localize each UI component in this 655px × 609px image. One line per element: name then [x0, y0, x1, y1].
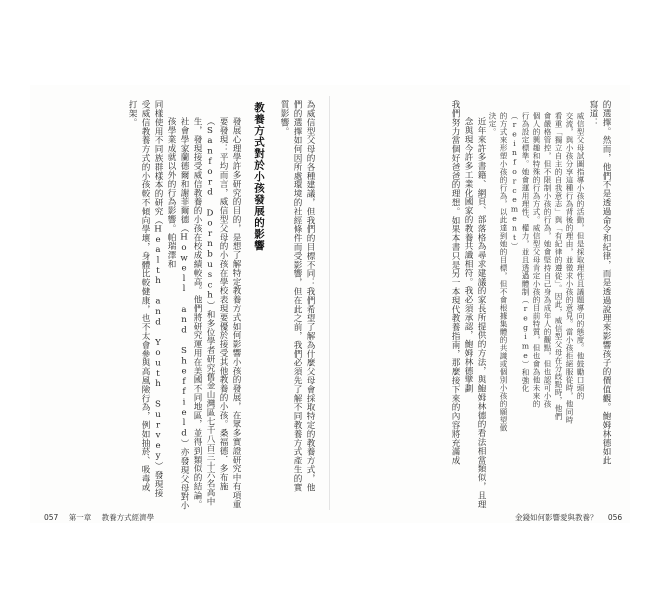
right-page — [340, 100, 612, 509]
right-body-para-2: 近年來許多書籍、網頁、部落格為尋求建議的家長所提供的方法，與鮑姆林德的看法相當類似，且理念與現今許多工業化國家的教養共識相符。我必須承認，鮑姆林德擘劃 — [463, 117, 486, 509]
quote-line: 決定。 — [488, 112, 497, 136]
section-heading: 教養方式對於小孩發展的影響 — [253, 102, 265, 252]
quote-line: 會嚴格管控，但不限制小孩的行為，她會堅持自己身為成年人的觀點，但也認可小孩 — [543, 112, 552, 408]
book-gutter — [329, 96, 330, 510]
left-top-paragraph: 為威信型父母的各種建議，但我們的目標不同：我們希望了解為什麼父母會採取特定的教養方式，他們的選擇如何因所處環境的社經條件而受影響，但在此之前，我們必須先了解不同教養方式產生的實質影響。 — [279, 100, 315, 492]
right-page-number: 056 — [607, 513, 623, 522]
quote-line: 個人的興趣和特殊的行為方式。威信型父母肯定小孩的目前特質，但也會為他未來的 — [532, 112, 541, 408]
right-body-para-1: 的選擇。然而，他們不是透過命令和紀律，而是透過說理來影響孩子的價值觀。鮑姆林德如此 — [601, 100, 611, 465]
right-intro-line: 寫道： — [588, 100, 598, 127]
left-body-para-1: 發展心理學許多研究的目的，是想了解特定教養方式如何影響小孩的發展，在眾多實證研究中有項重要發現：平均而言，威信型父母的小孩在學校表現要優於接受其他教養的小孩。桑福德．多布施（Sanford Dornbusch）和多位學者研究舊金山灣區七千八百三十六名高中生，發現接受威信教養的小孩在校成績較高。他們將研究運用在美國不同地區，並得到類似的結論。社會學家蘭德爾和謝菲爾德（Howell and Sheffield）亦發現父母對小孩學業成就以外的行為影響。帕瑞澤和 — [166, 117, 241, 510]
left-running-title: 教養方式經濟學 — [101, 513, 155, 522]
left-footer — [44, 512, 162, 523]
quote-line: 行為設定標準。她會運用理性、權力，並且透過體制（regime）和強化（reinforcement） — [510, 112, 530, 393]
quote-line: 的方式來形塑小孩的行為，以此達到她的目標，但不會根據集體的共識或個別小孩的願望做 — [499, 112, 508, 432]
quote-line: 看重「獨立自主的自我意志」與「有紀律的遵從」。因此，威信型父母在分歧點時，他們 — [554, 112, 563, 421]
right-running-title: 金錢如何影響愛與教養？ — [515, 513, 598, 522]
left-chapter-label: 第一章 — [68, 513, 92, 522]
left-page — [44, 100, 316, 510]
quote-line: 威信型父母試圖指導小孩的活動，但是採取理性且議題導向的態度。他鼓勵口頭的 — [576, 112, 585, 400]
quote-line: 交流，與小孩分享這種行為背後的理由，並徵求小孩的意見。當小孩拒絕服從時，他同時 — [565, 112, 574, 424]
right-footer — [515, 512, 630, 523]
left-body-para-2: 同樣使用不同族群樣本的研究（Health and Youth Survey）發現接受威信教養方式的小孩較不傾向學壞，身體比較健康，也不太會參與高風險行為，例如抽菸、吸毒或打架。 — [127, 100, 163, 498]
left-page-number: 057 — [44, 513, 59, 522]
right-body-para-3: 我們努力當個好爸爸的理想。如果本書只是另一本現代教養指南，那麼接下來的內容將充滿成 — [450, 100, 460, 465]
